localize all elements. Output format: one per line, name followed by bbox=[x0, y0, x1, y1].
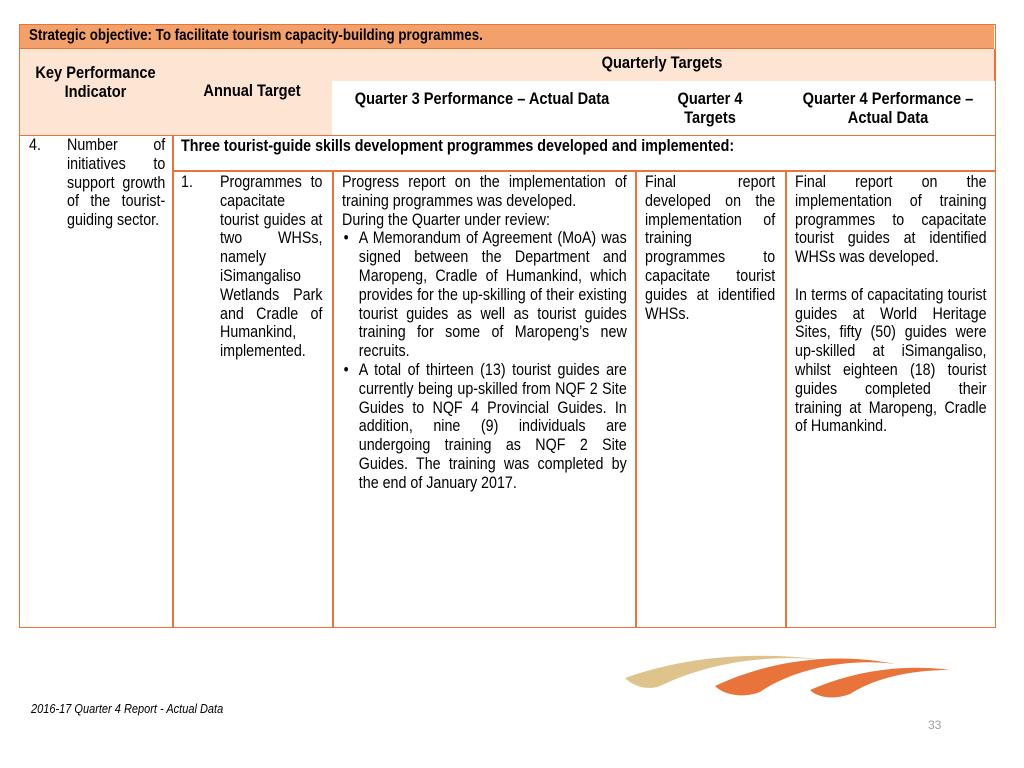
divider bbox=[635, 171, 637, 628]
annual-target-item: Programmes to capacitate tourist guides at two WHSs, namely iSimangaliso Wetlands Park and Cradle of Humankind, implemented. bbox=[220, 172, 323, 361]
header-q3-actual bbox=[332, 81, 636, 136]
divider bbox=[172, 136, 174, 628]
header-q3-actual-text: Quarter 3 Performance – Actual Data bbox=[354, 89, 610, 108]
strategic-objective-text: Strategic objective: To facilitate tourism capacity-building programmes. bbox=[29, 27, 483, 44]
page-number: 33 bbox=[928, 718, 942, 732]
item-number: 1. bbox=[181, 172, 193, 191]
header-quarterly-targets bbox=[332, 49, 995, 82]
list-item bbox=[342, 229, 627, 361]
header-q4-actual bbox=[785, 81, 995, 136]
list-item bbox=[342, 361, 627, 493]
q3-intro: Progress report on the implementation of training programmes was developed. bbox=[342, 172, 627, 210]
q4-actual-cell bbox=[795, 173, 987, 436]
q3-bullet-list bbox=[342, 229, 627, 492]
performance-table bbox=[19, 24, 996, 628]
kpi-number: 4. bbox=[29, 135, 41, 154]
q4-actual-para-2: In terms of capacitating tourist guides at World Heritage Sites, fifty (50) guides were up-skilled at iSimangaliso, whilst eighteen (18) tourist guides completed their training at Maropeng, Cradle of Humankind. bbox=[795, 284, 987, 436]
header-quarterly-targets-text: Quarterly Targets bbox=[601, 53, 723, 72]
bullet-icon: • bbox=[343, 359, 349, 379]
strategic-objective-bar bbox=[20, 25, 994, 49]
q4-target-text: Final report developed on the implementation of training programmes to capacitate tourist guides at identified WHSs. bbox=[645, 172, 776, 323]
kpi-text: Number of initiatives to support growth of the tourist-guiding sector. bbox=[67, 135, 166, 230]
header-kpi-text: Key Performance Indicator bbox=[35, 63, 156, 101]
q3-actual-cell bbox=[342, 173, 627, 493]
swoosh-logo-icon bbox=[620, 648, 955, 700]
divider bbox=[785, 171, 787, 628]
q3-bullet-text: A total of thirteen (13) tourist guides are currently being up-skilled from NQF 2 Site Guides to NQF 4 Provincial Guides. In addition, nine (9) individuals are undergoing training as NQF 2 Site Guides. The training was completed by the end of January 2017. bbox=[358, 359, 627, 492]
header-q4-actual-text: Quarter 4 Performance – Actual Data bbox=[802, 89, 974, 127]
header-annual-target-text: Annual Target bbox=[203, 81, 301, 100]
q3-review-label: During the Quarter under review: bbox=[342, 209, 550, 229]
q3-bullet-text: A Memorandum of Agreement (MoA) was signed between the Department and Maropeng, Cradle of Humankind, which provides for the up-skilling of their existing tourist guides as well as tourist guides training for some of Maropeng’s new recruits. bbox=[358, 228, 627, 361]
q4-actual-para-1: Final report on the implementation of training programmes to capacitate tourist guides at identified WHSs was developed. bbox=[795, 172, 987, 267]
bullet-icon: • bbox=[343, 228, 349, 248]
header-q4-targets bbox=[635, 81, 786, 136]
header-annual-target bbox=[172, 49, 333, 136]
header-q4-targets-text: Quarter 4 Targets bbox=[677, 89, 743, 127]
divider bbox=[332, 171, 334, 628]
annual-target-heading: Three tourist-guide skills development programmes developed and implemented: bbox=[181, 136, 735, 155]
header-kpi bbox=[20, 49, 173, 136]
footer-report-label: 2016-17 Quarter 4 Report - Actual Data bbox=[31, 702, 224, 716]
